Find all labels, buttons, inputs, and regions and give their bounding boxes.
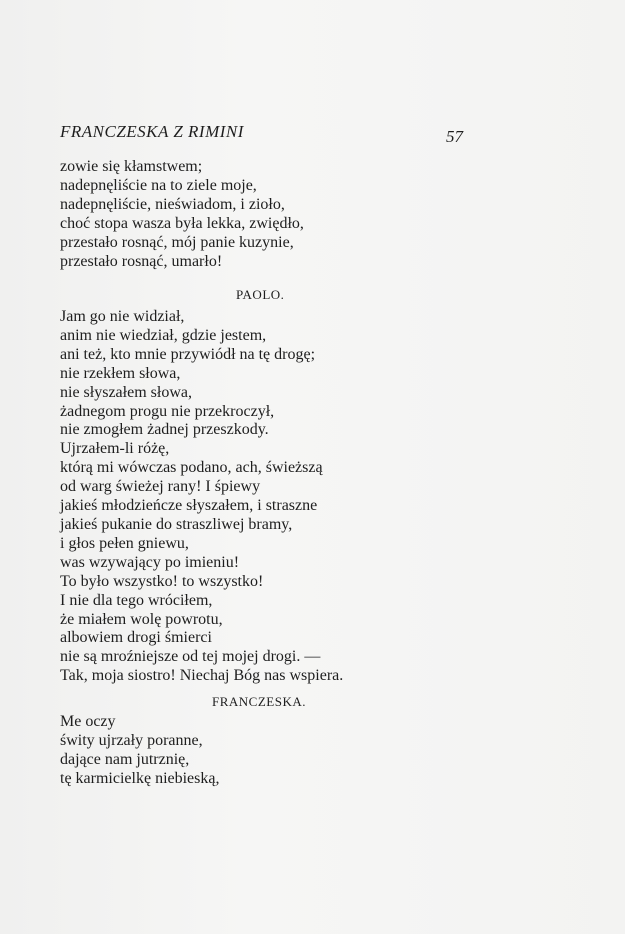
verse-line: przestało rosnąć, umarło! bbox=[60, 252, 223, 270]
verse-line: nie rzekłem słowa, bbox=[60, 364, 181, 382]
verse-line: To było wszystko! to wszystko! bbox=[60, 572, 264, 590]
verse-line: was wzywający po imieniu! bbox=[60, 553, 240, 571]
verse-line: nie zmogłem żadnej przeszkody. bbox=[60, 421, 269, 439]
verse-line: nadepnęliście, nieświadom, i zioło, bbox=[60, 195, 285, 213]
verse-line: Tak, moja siostro! Niechaj Bóg nas wspiera. bbox=[60, 667, 344, 685]
verse-line: ani też, kto mnie przywiódł na tę drogę; bbox=[60, 345, 316, 363]
verse-line: choć stopa wasza była lekka, zwiędło, bbox=[60, 214, 304, 232]
verse-line: jakieś pukanie do straszliwej bramy, bbox=[60, 515, 293, 533]
verse-line: tę karmicielkę niebieską, bbox=[60, 769, 220, 787]
running-header: FRANCZESKA Z RIMINI bbox=[60, 122, 244, 141]
verse-line: świty ujrzały poranne, bbox=[60, 731, 203, 749]
page-number: 57 bbox=[446, 127, 463, 146]
verse-line: Jam go nie widział, bbox=[60, 308, 185, 325]
verse-line: którą mi wówczas podano, ach, świeższą bbox=[60, 459, 323, 477]
verse-line: I nie dla tego wróciłem, bbox=[60, 591, 213, 609]
verse-line: nadepnęliście na to ziele moje, bbox=[60, 176, 257, 194]
verse-line: że miałem wolę powrotu, bbox=[60, 610, 223, 628]
speaker-paolo: PAOLO. bbox=[236, 287, 285, 302]
speaker-franczeska: FRANCZESKA. bbox=[212, 694, 306, 709]
verse-line: Ujrzałem-li różę, bbox=[60, 440, 170, 458]
verse-line: jakieś młodzieńcze słyszałem, i straszne bbox=[60, 497, 318, 515]
verse-line: nie słyszałem słowa, bbox=[60, 383, 192, 401]
verse-block-paolo bbox=[60, 308, 343, 686]
verse-line: albowiem drogi śmierci bbox=[60, 629, 212, 647]
verse-line: i głos pełen gniewu, bbox=[60, 534, 189, 552]
verse-line: od warg świeżej rany! I śpiewy bbox=[60, 478, 261, 496]
verse-line: dające nam jutrznię, bbox=[60, 750, 190, 768]
verse-block-1 bbox=[60, 158, 304, 271]
verse-line: przestało rosnąć, mój panie kuzynie, bbox=[60, 233, 294, 251]
verse-line: zowie się kłamstwem; bbox=[60, 158, 203, 175]
verse-line: żadnegom progu nie przekroczył, bbox=[60, 402, 275, 420]
verse-line: anim nie wiedział, gdzie jestem, bbox=[60, 326, 267, 344]
verse-block-franczeska bbox=[60, 713, 219, 789]
verse-line: Me oczy bbox=[60, 713, 116, 730]
verse-line: nie są mroźniejsze od tej mojej drogi. — bbox=[60, 648, 321, 666]
